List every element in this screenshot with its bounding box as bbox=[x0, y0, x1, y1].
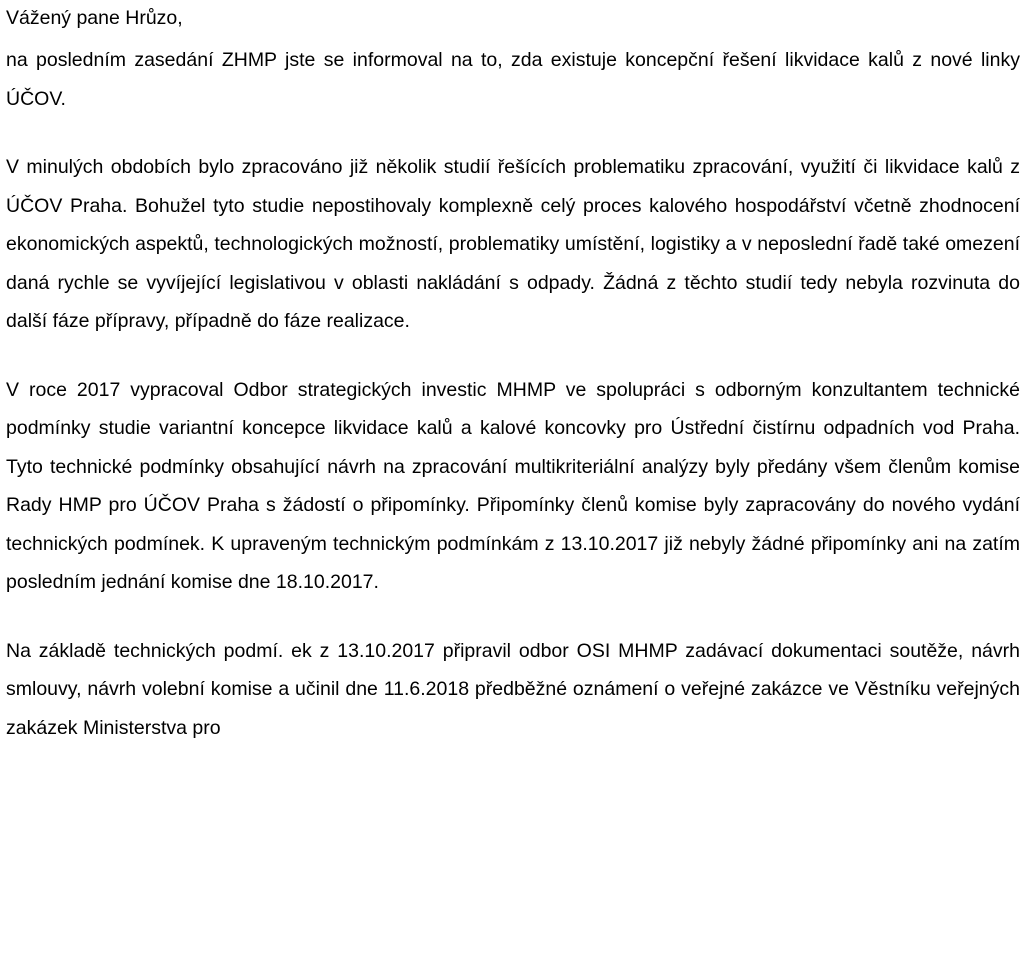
paragraph-spacer bbox=[6, 118, 1020, 148]
letter-greeting: Vážený pane Hrůzo, bbox=[6, 7, 183, 29]
letter-document bbox=[6, 0, 1020, 747]
letter-paragraph-4: Na základě technických podmí. ek z 13.10.2017 připravil odbor OSI MHMP zadávací dokumentaci soutěže, návrh smlouvy, návrh volební komise a učinil dne 11.6.2018 předběžné oznámení o veřejné zakázce ve Věstníku veřejných zakázek Ministerstva pro bbox=[6, 639, 1020, 739]
letter-paragraph-1: na posledním zasedání ZHMP jste se informoval na to, zda existuje koncepční řešení likvidace kalů z nové linky ÚČOV. bbox=[6, 49, 1020, 110]
paragraph-spacer bbox=[6, 341, 1020, 371]
letter-paragraph-2: V minulých obdobích bylo zpracováno již několik studií řešících problematiku zpracování, využití či likvidace kalů z ÚČOV Praha. Bohužel tyto studie nepostihovaly komplexně celý proces kalového hospodářství včetně zhodnocení ekonomických aspektů, technologických možností, problematiky umístění, logistiky a v neposlední řadě také omezení daná rychle se vyvíjející legislativou v oblasti nakládání s odpady. Žádná z těchto studií tedy nebyla rozvinuta do další fáze přípravy, případně do fáze realizace. bbox=[6, 156, 1020, 332]
paragraph-spacer bbox=[6, 602, 1020, 632]
letter-paragraph-3: V roce 2017 vypracoval Odbor strategických investic MHMP ve spolupráci s odborným konzultantem technické podmínky studie variantní koncepce likvidace kalů a kalové koncovky pro Ústřední čistírnu odpadních vod Praha. Tyto technické podmínky obsahující návrh na zpracování multikriteriální analýzy byly předány všem členům komise Rady HMP pro ÚČOV Praha s žádostí o připomínky. Připomínky členů komise byly zapracovány do nového vydání technických podmínek. K upraveným technickým podmínkám z 13.10.2017 již nebyly žádné připomínky ani na zatím posledním jednání komise dne 18.10.2017. bbox=[6, 378, 1020, 593]
